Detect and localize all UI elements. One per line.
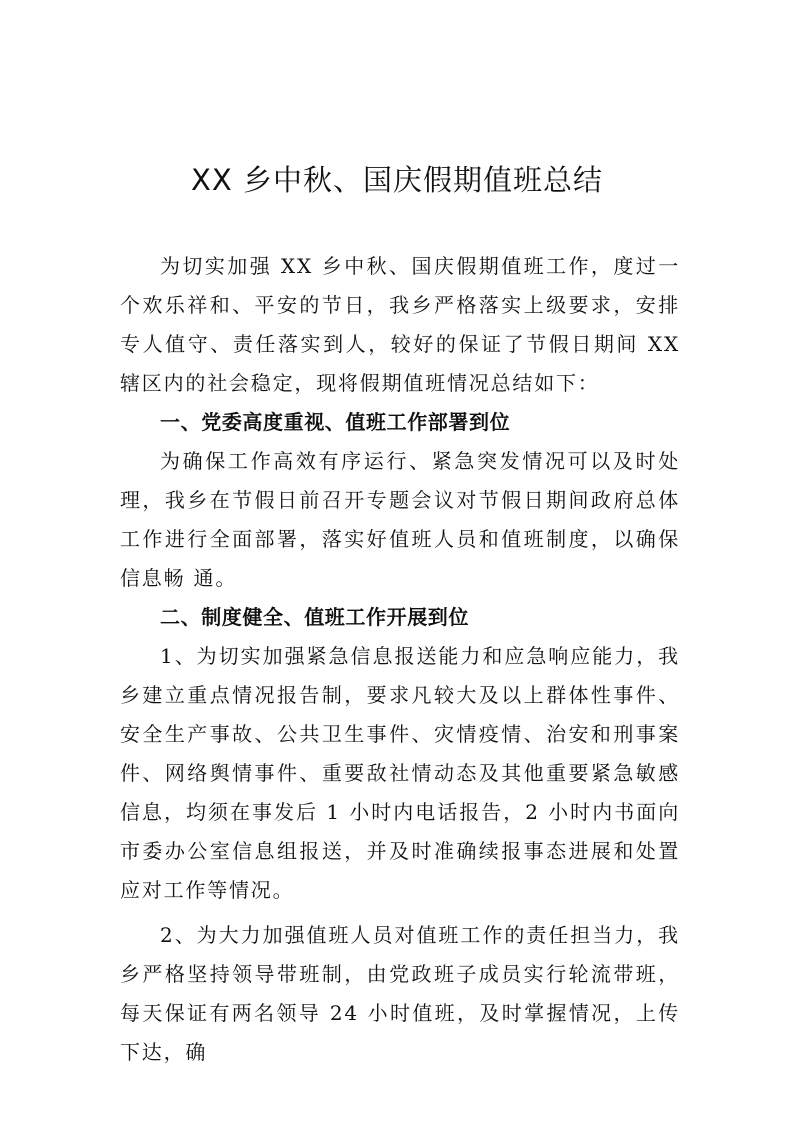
item-1-paragraph: 1、为切实加强紧急信息报送能力和应急响应能力，我乡建立重点情况报告制，要求凡较大及以上群体性事件、安全生产事故、公共卫生事件、灾情疫情、治安和刑事案件、网络舆情事件、重要敌社情动态及其他重要紧急敏感信息，均须在事发后 1 小时内电话报告，2 小时内书面向市委办公室信息组报送，并及时准确续报事态进展和处置应对工作等情况。 — [120, 644, 680, 902]
section-heading-2: 二、制度健全、值班工作开展到位 — [160, 605, 469, 629]
document-body — [120, 247, 680, 1072]
section-1-paragraph: 为确保工作高效有序运行、紧急突发情况可以及时处理，我乡在节假日前召开专题会议对节假日期间政府总体工作进行全面部署，落实好值班人员和值班制度，以确保信息畅 通。 — [120, 449, 680, 590]
item-2-paragraph: 2、为大力加强值班人员对值班工作的责任担当力，我乡严格坚持领导带班制，由党政班子成员实行轮流带班，每天保证有两名领导 24 小时值班，及时掌握情况，上传下达，确 — [120, 923, 680, 1064]
section-heading-1: 一、党委高度重视、值班工作部署到位 — [160, 410, 511, 434]
document-title: XX 乡中秋、国庆假期值班总结 — [191, 163, 603, 197]
intro-paragraph: 为切实加强 XX 乡中秋、国庆假期值班工作，度过一个欢乐祥和、平安的节日，我乡严格落实上级要求，安排专人值守、责任落实到人，较好的保证了节假日期间 XX 辖区内的社会稳定，现将假期值班情况总结如下： — [120, 254, 680, 395]
